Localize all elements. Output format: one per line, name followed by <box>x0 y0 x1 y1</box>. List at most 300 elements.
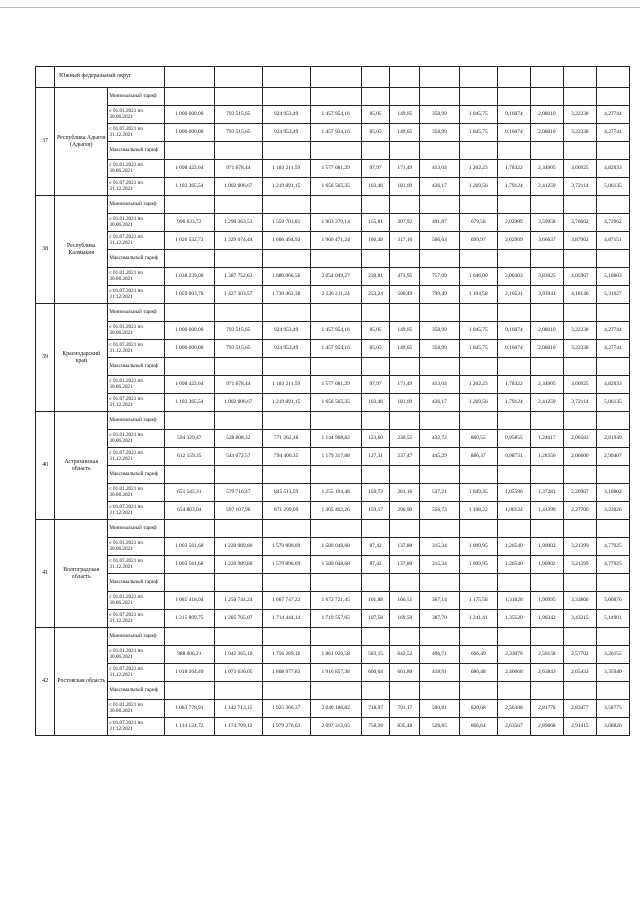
tariff-value-cell: 1 002 006,67 <box>214 394 262 412</box>
tariff-value-cell: 103,46 <box>361 394 390 412</box>
tariff-value-cell: 1 026 532,73 <box>164 232 214 250</box>
tariff-value-cell: 1 114 124,72 <box>164 718 214 736</box>
tariff-value-cell: 4,82033 <box>596 160 629 178</box>
period-label: с 01.07.2021 по 31.12.2021 <box>108 124 164 142</box>
empty-cell <box>420 682 459 700</box>
tariff-value-cell: 171,49 <box>390 160 420 178</box>
empty-cell <box>420 196 459 214</box>
empty-cell <box>310 358 361 376</box>
tariff-value-cell: 1 009,95 <box>459 538 497 556</box>
tariff-value-cell: 1,78322 <box>497 376 530 394</box>
empty-cell <box>530 67 563 88</box>
empty-cell <box>459 67 497 88</box>
empty-cell <box>596 520 629 538</box>
period-label: с 01.01.2021 по 30.06.2021 <box>108 106 164 124</box>
tariff-value-cell: 4,77925 <box>596 556 629 574</box>
tariff-value-cell: 3,76662 <box>563 214 596 232</box>
empty-cell <box>420 574 459 592</box>
tariff-value-cell: 1 083 778,91 <box>164 700 214 718</box>
tariff-value-cell: 4,72962 <box>596 214 629 232</box>
tariff-value-cell: 2,08010 <box>530 340 563 358</box>
empty-cell <box>361 196 390 214</box>
empty-cell <box>459 304 497 322</box>
tariff-value-cell: 1 174 709,12 <box>214 718 262 736</box>
tariff-value-cell: 181,09 <box>390 394 420 412</box>
region-number: 38 <box>36 196 55 304</box>
tariff-value-cell: 2,41259 <box>530 394 563 412</box>
empty-cell <box>310 304 361 322</box>
empty-cell <box>310 682 361 700</box>
tariff-value-cell: 237,47 <box>390 448 420 466</box>
tariff-value-cell: 2,02909 <box>497 214 530 232</box>
tariff-value-cell: 3,60925 <box>563 160 596 178</box>
tariff-label-row <box>36 304 630 322</box>
tariff-value-cell: 1,31828 <box>497 592 530 610</box>
tariff-value-cell: 2,20967 <box>563 484 596 502</box>
tariff-value-cell: 1 457 954,16 <box>310 340 361 358</box>
tariff-value-cell: 3,23026 <box>596 502 629 520</box>
tariff-label-row <box>36 412 630 430</box>
tariff-value-cell: 1,96342 <box>530 610 563 628</box>
tariff-value-cell: 1 979 276,63 <box>262 718 310 736</box>
table-row <box>36 340 630 358</box>
tariff-value-cell: 924 953,49 <box>262 124 310 142</box>
district-title: Южный федеральный округ <box>55 67 165 88</box>
tariff-value-cell: 5,06135 <box>596 178 629 196</box>
tariff-label-row <box>36 520 630 538</box>
empty-cell <box>390 196 420 214</box>
tariff-value-cell: 845 511,59 <box>262 484 310 502</box>
region-name: Краснодарский край <box>55 304 108 412</box>
table-row <box>36 664 630 682</box>
empty-cell <box>361 466 390 484</box>
tariff-value-cell: 2,34005 <box>530 160 563 178</box>
empty-cell <box>530 412 563 430</box>
tariff-value-cell: 1 049,45 <box>459 484 497 502</box>
tariff-value-cell: 2,89668 <box>530 718 563 736</box>
table-row <box>36 106 630 124</box>
empty-cell <box>390 466 420 484</box>
empty-cell <box>390 574 420 592</box>
tariff-value-cell: 1 104,58 <box>459 286 497 304</box>
tariff-value-cell: 1 219 891,15 <box>262 394 310 412</box>
period-label: с 01.01.2021 по 30.06.2021 <box>108 700 164 718</box>
empty-cell <box>310 250 361 268</box>
tariff-value-cell: 871 299,69 <box>262 502 310 520</box>
tariff-value-cell: 3,66637 <box>530 232 563 250</box>
empty-cell <box>262 466 310 484</box>
tariff-label-row <box>36 250 630 268</box>
empty-cell <box>310 574 361 592</box>
empty-cell <box>596 88 629 106</box>
tariff-value-cell: 2,27706 <box>563 502 596 520</box>
tariff-value-cell: 4,77925 <box>596 538 629 556</box>
empty-cell <box>310 196 361 214</box>
table-row <box>36 322 630 340</box>
tariff-value-cell: 4,27744 <box>596 322 629 340</box>
tariff-value-cell: 1 098 422,64 <box>164 376 214 394</box>
table-row <box>36 286 630 304</box>
tariff-value-cell: 1 045,75 <box>459 340 497 358</box>
district-row <box>36 67 630 88</box>
tariff-value-cell: 794 400,35 <box>262 448 310 466</box>
tariff-value-cell: 1 000 000,00 <box>164 340 214 358</box>
tariff-value-cell: 597 107,96 <box>214 502 262 520</box>
tariff-type-label: Максимальный тариф <box>108 682 164 700</box>
tariff-value-cell: 527,21 <box>420 484 459 502</box>
region-number: 39 <box>36 304 55 412</box>
tariff-value-cell: 1 000 000,00 <box>164 106 214 124</box>
tariff-value-cell: 1 042 365,10 <box>214 646 262 664</box>
tariff-type-label: Минимальный тариф <box>108 520 164 538</box>
tariff-value-cell: 1 183 211,59 <box>262 376 310 394</box>
tariff-value-cell: 413,04 <box>420 376 459 394</box>
empty-cell <box>214 142 262 160</box>
empty-cell <box>596 304 629 322</box>
empty-cell <box>459 682 497 700</box>
tariff-value-cell: 123,60 <box>361 430 390 448</box>
table-body <box>36 67 630 736</box>
tariff-value-cell: 1 250 744,24 <box>214 592 262 610</box>
table-row <box>36 214 630 232</box>
tariff-value-cell: 1 202,23 <box>459 160 497 178</box>
empty-cell <box>420 628 459 646</box>
empty-cell <box>563 196 596 214</box>
empty-cell <box>361 520 390 538</box>
period-label: с 01.07.2021 по 31.12.2021 <box>108 502 164 520</box>
tariff-value-cell: 1 038 239,00 <box>164 268 214 286</box>
tariff-value-cell: 1 577 681,29 <box>310 160 361 178</box>
tariff-value-cell: 1 202,23 <box>459 376 497 394</box>
empty-cell <box>214 88 262 106</box>
tariff-value-cell: 387,70 <box>420 610 459 628</box>
tariff-value-cell: 103,46 <box>361 178 390 196</box>
empty-cell <box>214 196 262 214</box>
tariff-value-cell: 1 103 365,54 <box>164 394 214 412</box>
tariff-value-cell: 367,14 <box>420 592 459 610</box>
empty-cell <box>596 412 629 430</box>
tariff-value-cell: 1 179 317,88 <box>310 448 361 466</box>
tariff-value-cell: 556,73 <box>420 502 459 520</box>
tariff-value-cell: 1 730 462,38 <box>262 286 310 304</box>
empty-cell <box>420 88 459 106</box>
empty-cell <box>164 520 214 538</box>
tariff-value-cell: 1 045,75 <box>459 124 497 142</box>
tariff-value-cell: 1 000 000,00 <box>164 322 214 340</box>
tariff-value-cell: 5,31027 <box>596 286 629 304</box>
tariff-value-cell: 0,16074 <box>497 106 530 124</box>
period-label: с 01.07.2021 по 31.12.2021 <box>108 664 164 682</box>
tariff-value-cell: 3,26155 <box>596 646 629 664</box>
empty-cell <box>459 358 497 376</box>
tariff-value-cell: 2,34005 <box>530 376 563 394</box>
tariff-label-row <box>36 682 630 700</box>
empty-cell <box>361 304 390 322</box>
table-row <box>36 268 630 286</box>
table-row <box>36 718 630 736</box>
tariff-value-cell: 2,08010 <box>530 106 563 124</box>
table-row <box>36 448 630 466</box>
tariff-value-cell: 3,59958 <box>530 214 563 232</box>
tariff-value-cell: 2,40068 <box>497 664 530 682</box>
tariff-value-cell: 757,09 <box>420 268 459 286</box>
region-number: 37 <box>36 88 55 196</box>
tariff-value-cell: 2,08010 <box>530 322 563 340</box>
empty-cell <box>596 628 629 646</box>
tariff-value-cell: 358,99 <box>420 340 459 358</box>
tariff-value-cell: 2,56388 <box>497 700 530 718</box>
empty-cell <box>596 574 629 592</box>
tariff-value-cell: 1 315 809,75 <box>164 610 214 628</box>
tariff-value-cell: 3,22338 <box>563 322 596 340</box>
tariff-value-cell: 1,28356 <box>530 448 563 466</box>
tariff-value-cell: 1 305 402,26 <box>310 502 361 520</box>
tariff-value-cell: 1 427 303,57 <box>214 286 262 304</box>
tariff-type-label: Минимальный тариф <box>108 628 164 646</box>
tariff-value-cell: 924 953,49 <box>262 106 310 124</box>
tariff-value-cell: 1 559 703,81 <box>262 214 310 232</box>
tariff-value-cell: 4,27744 <box>596 106 629 124</box>
tariff-value-cell: 418,91 <box>420 664 459 682</box>
empty-cell <box>214 520 262 538</box>
tariff-value-cell: 500,81 <box>420 700 459 718</box>
period-label: с 01.01.2021 по 30.06.2021 <box>108 322 164 340</box>
tariff-value-cell: 3,10602 <box>596 484 629 502</box>
period-label: с 01.01.2021 по 30.06.2021 <box>108 214 164 232</box>
empty-cell <box>361 628 390 646</box>
tariff-value-cell: 296,90 <box>390 502 420 520</box>
empty-cell <box>36 67 55 88</box>
region-name: Республика Адыгея (Адыгея) <box>55 88 108 196</box>
tariff-value-cell: 159,17 <box>361 502 390 520</box>
empty-cell <box>164 358 214 376</box>
tariff-value-cell: 3,72114 <box>563 178 596 196</box>
tariff-value-cell: 87,42 <box>361 556 390 574</box>
tariff-value-cell: 2,63567 <box>497 718 530 736</box>
empty-cell <box>262 67 310 88</box>
empty-cell <box>420 250 459 268</box>
empty-cell <box>361 682 390 700</box>
tariff-value-cell: 85,05 <box>361 124 390 142</box>
empty-cell <box>497 88 530 106</box>
empty-cell <box>530 304 563 322</box>
tariff-value-cell: 149,05 <box>390 124 420 142</box>
tariff-value-cell: 2,91415 <box>563 718 596 736</box>
tariff-value-cell: 0,16074 <box>497 340 530 358</box>
tariff-value-cell: 4,05967 <box>563 268 596 286</box>
region-name: Волгоградская область <box>55 520 108 628</box>
tariff-value-cell: 2 136 211,24 <box>310 286 361 304</box>
tariff-value-cell: 1 672 721,45 <box>310 592 361 610</box>
tariff-value-cell: 1,37281 <box>530 484 563 502</box>
table-row <box>36 376 630 394</box>
tariff-value-cell: 1,06124 <box>497 502 530 520</box>
tariff-value-cell: 2,08010 <box>530 124 563 142</box>
region-name: Ростовская область <box>55 628 108 736</box>
period-label: с 01.07.2021 по 31.12.2021 <box>108 178 164 196</box>
empty-cell <box>563 628 596 646</box>
region-name: Астраханская область <box>55 412 108 520</box>
empty-cell <box>262 628 310 646</box>
tariff-value-cell: 1 003 561,68 <box>164 538 214 556</box>
tariff-value-cell: 1 808 977,83 <box>262 664 310 682</box>
tariff-value-cell: 866,64 <box>459 718 497 736</box>
empty-cell <box>497 196 530 214</box>
empty-cell <box>563 304 596 322</box>
tariff-value-cell: 1 002 006,67 <box>214 178 262 196</box>
empty-cell <box>361 574 390 592</box>
empty-cell <box>164 142 214 160</box>
table-row <box>36 178 630 196</box>
empty-cell <box>563 520 596 538</box>
tariff-value-cell: 491,87 <box>420 214 459 232</box>
tariff-value-cell: 1 059 003,78 <box>164 286 214 304</box>
empty-cell <box>310 520 361 538</box>
tariff-value-cell: 1,79124 <box>497 178 530 196</box>
tariff-value-cell: 1 579 896,09 <box>262 538 310 556</box>
empty-cell <box>497 628 530 646</box>
tariff-type-label: Максимальный тариф <box>108 142 164 160</box>
empty-cell <box>563 88 596 106</box>
empty-cell <box>420 142 459 160</box>
period-label: с 01.07.2021 по 31.12.2021 <box>108 448 164 466</box>
empty-cell <box>262 682 310 700</box>
empty-cell <box>262 196 310 214</box>
tariff-value-cell: 1 861 026,58 <box>310 646 361 664</box>
empty-cell <box>310 142 361 160</box>
empty-cell <box>361 67 390 88</box>
period-label: с 01.01.2021 по 30.06.2021 <box>108 160 164 178</box>
tariff-value-cell: 155,81 <box>361 214 390 232</box>
tariff-value-cell: 2 054 049,27 <box>310 268 361 286</box>
empty-cell <box>497 142 530 160</box>
table-row <box>36 592 630 610</box>
tariff-value-cell: 3,83025 <box>530 268 563 286</box>
tariff-value-cell: 860,55 <box>459 430 497 448</box>
tariff-value-cell: 1,78322 <box>497 160 530 178</box>
tariff-value-cell: 5,00876 <box>596 592 629 610</box>
tariff-value-cell: 3,35940 <box>596 664 629 682</box>
tariff-value-cell: 642,52 <box>390 646 420 664</box>
tariff-value-cell: 1 103 365,54 <box>164 178 214 196</box>
tariff-value-cell: 101,88 <box>361 592 390 610</box>
empty-cell <box>530 196 563 214</box>
tariff-type-label: Максимальный тариф <box>108 466 164 484</box>
tariff-type-label: Минимальный тариф <box>108 304 164 322</box>
tariff-value-cell: 1 269,56 <box>459 178 497 196</box>
tariff-value-cell: 3,68820 <box>596 718 629 736</box>
tariff-value-cell: 1 916 857,38 <box>310 664 361 682</box>
empty-cell <box>563 250 596 268</box>
empty-cell <box>390 88 420 106</box>
tariff-value-cell: 1 457 934,16 <box>310 124 361 142</box>
tariff-value-cell: 1 009,95 <box>459 556 497 574</box>
tariff-value-cell: 1,35520 <box>497 610 530 628</box>
tariff-value-cell: 1 903 370,14 <box>310 214 361 232</box>
tariff-value-cell: 4,18146 <box>563 286 596 304</box>
region-name: Республика Калмыкия <box>55 196 108 304</box>
tariff-value-cell: 5,10603 <box>596 268 629 286</box>
tariff-value-cell: 1,05596 <box>497 484 530 502</box>
empty-cell <box>390 412 420 430</box>
period-label: с 01.01.2021 по 30.06.2021 <box>108 430 164 448</box>
empty-cell <box>530 466 563 484</box>
tariff-value-cell: 2,65433 <box>563 664 596 682</box>
table-row <box>36 646 630 664</box>
tariff-value-cell: 612 159,35 <box>164 448 214 466</box>
empty-cell <box>262 574 310 592</box>
empty-cell <box>563 682 596 700</box>
empty-cell <box>164 628 214 646</box>
tariff-value-cell: 1 003 561,68 <box>164 556 214 574</box>
empty-cell <box>390 628 420 646</box>
tariff-value-cell: 149,05 <box>390 106 420 124</box>
empty-cell <box>596 196 629 214</box>
tariff-value-cell: 137,80 <box>390 556 420 574</box>
tariff-value-cell: 1 098 422,64 <box>164 160 214 178</box>
empty-cell <box>530 574 563 592</box>
tariff-value-cell: 4,82033 <box>596 376 629 394</box>
tariff-value-cell: 436,17 <box>420 178 459 196</box>
period-label: с 01.07.2021 по 31.12.2021 <box>108 556 164 574</box>
tariff-value-cell: 924 953,49 <box>262 340 310 358</box>
empty-cell <box>390 682 420 700</box>
tariff-value-cell: 600,64 <box>361 664 390 682</box>
empty-cell <box>262 412 310 430</box>
empty-cell <box>563 142 596 160</box>
tariff-value-cell: 1 656 565,35 <box>310 178 361 196</box>
empty-cell <box>390 142 420 160</box>
tariff-value-cell: 1 580 048,68 <box>310 556 361 574</box>
tariff-value-cell: 1 073 636,05 <box>214 664 262 682</box>
empty-cell <box>262 142 310 160</box>
empty-cell <box>459 520 497 538</box>
tariff-type-label: Минимальный тариф <box>108 88 164 106</box>
tariff-value-cell: 4,87151 <box>596 232 629 250</box>
empty-cell <box>530 628 563 646</box>
empty-cell <box>459 196 497 214</box>
tariff-label-row <box>36 358 630 376</box>
tariff-value-cell: 1 241,41 <box>459 610 497 628</box>
empty-cell <box>361 412 390 430</box>
tariff-value-cell: 358,99 <box>420 106 459 124</box>
empty-cell <box>596 67 629 88</box>
tariff-value-cell: 793 515,65 <box>214 106 262 124</box>
tariff-type-label: Максимальный тариф <box>108 358 164 376</box>
table-row <box>36 160 630 178</box>
empty-cell <box>596 358 629 376</box>
tariff-value-cell: 1 220 989,80 <box>214 556 262 574</box>
tariff-value-cell: 3,22338 <box>563 340 596 358</box>
tariff-value-cell: 1,79124 <box>497 394 530 412</box>
empty-cell <box>530 358 563 376</box>
tariff-value-cell: 679,58 <box>459 214 497 232</box>
tariff-value-cell: 1,90902 <box>530 556 563 574</box>
empty-cell <box>497 358 530 376</box>
table-row <box>36 484 630 502</box>
empty-cell <box>262 520 310 538</box>
period-label: с 01.07.2021 по 31.12.2021 <box>108 340 164 358</box>
table-row <box>36 502 630 520</box>
tariff-value-cell: 1 219 891,15 <box>262 178 310 196</box>
tariff-value-cell: 544 672,57 <box>214 448 262 466</box>
tariff-value-cell: 0,16074 <box>497 322 530 340</box>
tariff-label-row <box>36 196 630 214</box>
tariff-value-cell: 3,21399 <box>563 556 596 574</box>
empty-cell <box>361 250 390 268</box>
tariff-label-row <box>36 466 630 484</box>
empty-cell <box>390 520 420 538</box>
